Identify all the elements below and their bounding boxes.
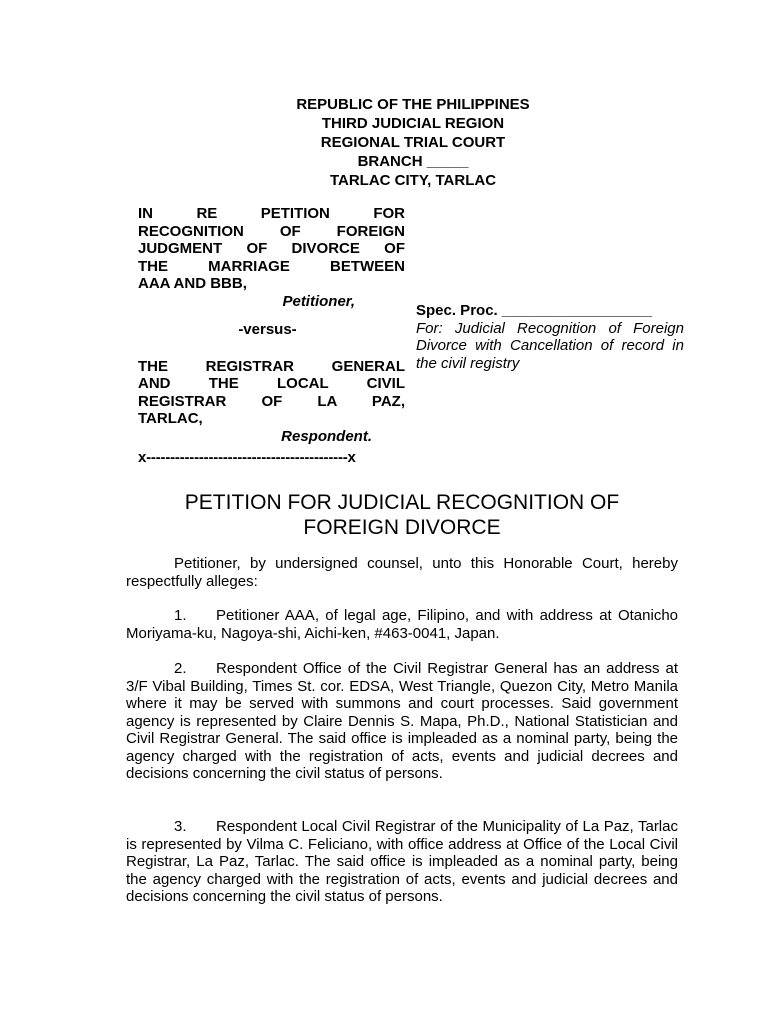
court-header — [0, 95, 768, 190]
paragraph-2 — [126, 660, 678, 783]
case-number-block — [416, 302, 684, 372]
paragraph-text: Respondent Office of the Civil Registrar General has an address at 3/F Vibal Building, Times St. cor. EDSA, West Triangle, Quezon City, Metro Manila where it may be served with summons and court processes. Said government agency is represented by Claire Dennis S. Mapa, Ph.D., National Statistician and Civil Registrar General. The said office is impleaded as a nominal party, being the agency charged with the registration of acts, events and judicial decrees and decisions concerning the civil status of persons. — [126, 660, 678, 782]
intro-paragraph — [126, 555, 678, 590]
caption-line: THE MARRIAGE BETWEEN — [138, 257, 405, 275]
respondent-label: Respondent. — [281, 427, 372, 445]
case-caption — [138, 205, 405, 467]
petitioner-label: Petitioner, — [282, 292, 355, 310]
intro-text: Petitioner, by undersigned counsel, unto this Honorable Court, hereby respectfully alleges: — [126, 555, 678, 590]
header-line-city: TARLAC CITY, TARLAC — [329, 172, 497, 189]
header-line-region: THIRD JUDICIAL REGION — [321, 115, 505, 132]
paragraph-number: 2. — [174, 660, 187, 677]
title-line-2: FOREIGN DIVORCE — [303, 516, 501, 539]
respondent-line: REGISTRAR OF LA PAZ, — [138, 392, 405, 410]
caption-line: IN RE PETITION FOR — [138, 205, 405, 222]
paragraph-text: Petitioner AAA, of legal age, Filipino, and with address at Otanicho Moriyama-ku, Nagoya-shi, Aichi-ken, #463-0041, Japan. — [126, 607, 678, 642]
caption-line: RECOGNITION OF FOREIGN — [138, 222, 405, 240]
respondent-line: THE REGISTRAR GENERAL — [138, 357, 405, 375]
paragraph-text: Respondent Local Civil Registrar of the Municipality of La Paz, Tarlac is represented by Vilma C. Feliciano, with office address at Office of the Local Civil Registrar, La Paz, Tarlac. The said office is impleaded as a nominal party, being the agency charged with the registration of acts, events and judicial decrees and decisions concerning the civil status of persons. — [126, 818, 678, 905]
paragraph-3 — [126, 818, 678, 906]
caption-separator: x------------------------------------------x — [138, 449, 356, 466]
caption-line: AAA AND BBB, — [138, 275, 247, 292]
spec-proc-label: Spec. Proc. __________________ — [416, 302, 653, 319]
versus-label: -versus- — [238, 321, 297, 338]
paragraph-1 — [126, 607, 678, 642]
header-line-court: REGIONAL TRIAL COURT — [320, 134, 506, 151]
caption-line: JUDGMENT OF DIVORCE OF — [138, 240, 405, 257]
respondent-line: TARLAC, — [138, 410, 203, 427]
case-nature: For: Judicial Recognition of Foreign Divorce with Cancellation of record in the civil registry — [416, 319, 684, 372]
respondent-line: AND THE LOCAL CIVIL — [138, 375, 405, 392]
petition-title — [126, 490, 678, 540]
header-line-branch: BRANCH _____ — [357, 153, 469, 170]
paragraph-number: 1. — [174, 607, 187, 624]
header-line-republic: REPUBLIC OF THE PHILIPPINES — [296, 96, 530, 113]
paragraph-number: 3. — [174, 818, 187, 835]
title-line-1: PETITION FOR JUDICIAL RECOGNITION OF — [184, 491, 620, 514]
